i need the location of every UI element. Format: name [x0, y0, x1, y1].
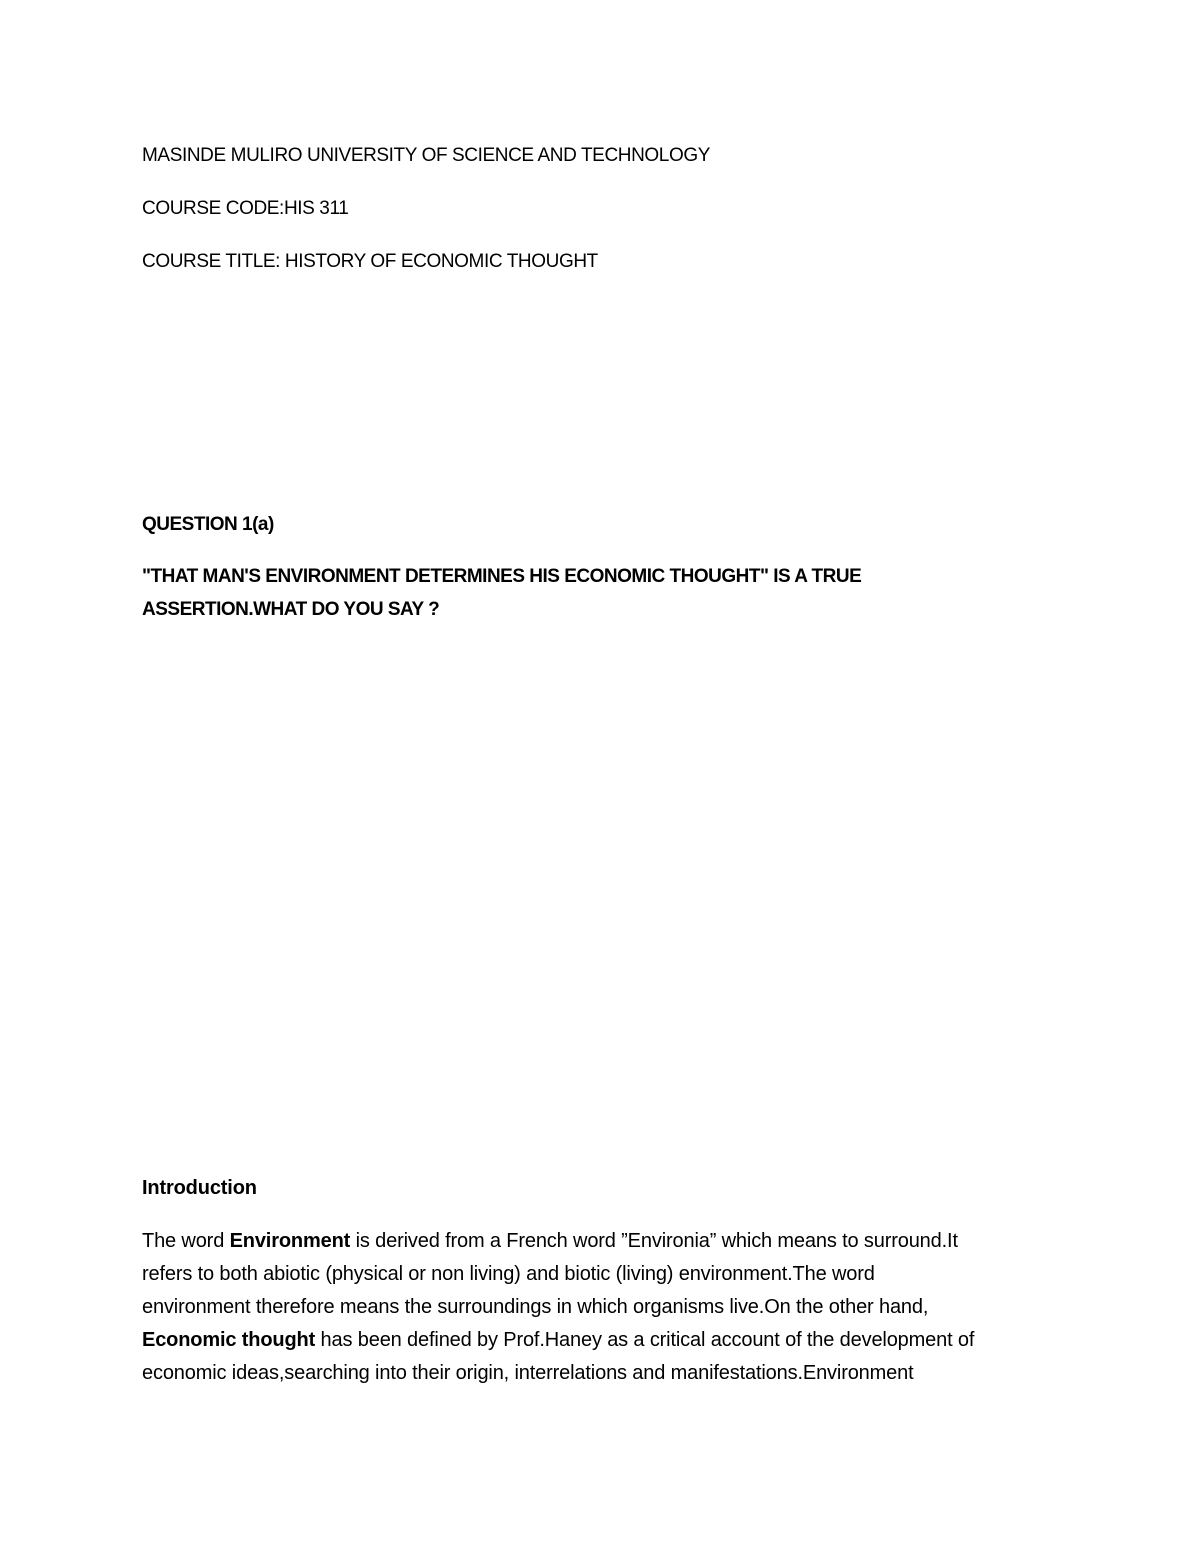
environment-term: Environment — [229, 1230, 351, 1252]
intro-paragraph-line-4 — [142, 1327, 974, 1353]
intro-text: is derived from a French word ”Environia” which means to surround.It — [350, 1230, 958, 1252]
introduction-heading: Introduction — [142, 1177, 257, 1199]
question-label: QUESTION 1(a) — [142, 514, 274, 535]
intro-text: has been defined by Prof.Haney as a critical account of the development of — [315, 1329, 975, 1351]
university-name: MASINDE MULIRO UNIVERSITY OF SCIENCE AND TECHNOLOGY — [142, 145, 710, 166]
intro-paragraph-line-5: economic ideas,searching into their origin, interrelations and manifestations.Environment — [142, 1362, 914, 1384]
question-text-line-1: "THAT MAN'S ENVIRONMENT DETERMINES HIS ECONOMIC THOUGHT" IS A TRUE — [142, 566, 862, 587]
intro-paragraph-line-2: refers to both abiotic (physical or non living) and biotic (living) environment.The word — [142, 1263, 875, 1285]
course-title: COURSE TITLE: HISTORY OF ECONOMIC THOUGHT — [142, 251, 598, 272]
course-code: COURSE CODE:HIS 311 — [142, 198, 349, 219]
intro-text: The word — [142, 1230, 230, 1252]
question-text-line-2: ASSERTION.WHAT DO YOU SAY ? — [142, 599, 440, 620]
economic-thought-term: Economic thought — [142, 1329, 316, 1351]
intro-paragraph-line-1 — [142, 1228, 958, 1254]
intro-paragraph-line-3: environment therefore means the surroundings in which organisms live.On the other hand, — [142, 1296, 929, 1318]
